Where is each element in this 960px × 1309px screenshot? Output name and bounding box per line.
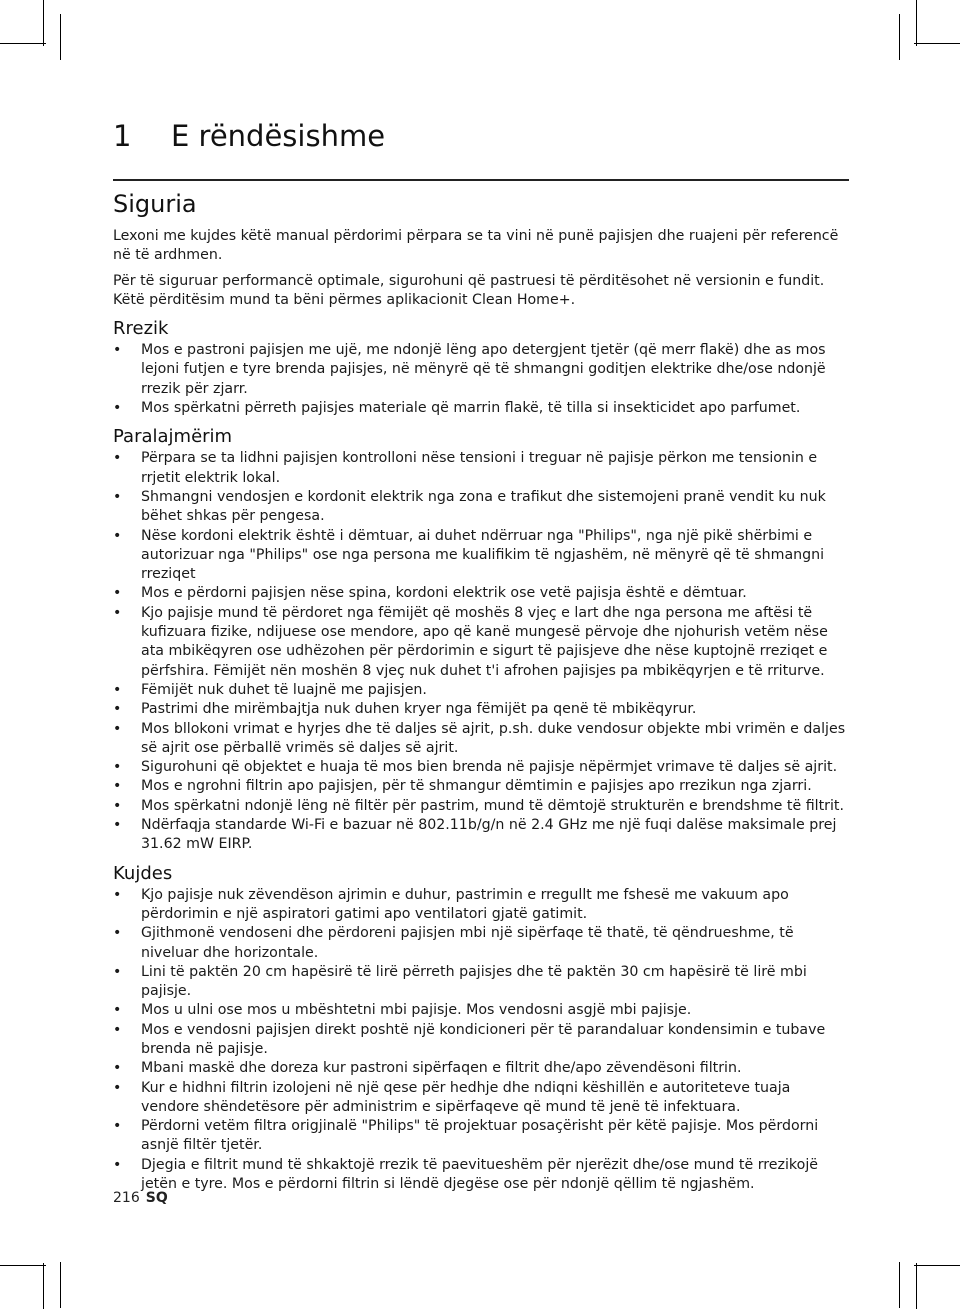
list-item: • Lini të paktën 20 cm hapësirë të lirë përreth pajisjes dhe të paktën 30 cm hapësirë të lirë mbi pajisje. — [113, 963, 849, 1002]
caution-heading: Kujdes — [113, 862, 173, 884]
intro-paragraph: Lexoni me kujdes këtë manual përdorimi përpara se ta vini në punë pajisjen dhe ruajeni për referencë në të ardhmen. — [113, 228, 839, 264]
crop-mark — [43, 0, 44, 46]
crop-mark — [899, 1262, 900, 1308]
list-item: • Përdorni vetëm filtra origjinalë "Philips" të projektuar posaçërisht për këtë pajisje. Mos përdorni asnjë filtër tjetër. — [113, 1117, 849, 1156]
list-item: • Mos u ulni ose mos u mbështetni mbi pajisje. Mos vendosni asgjë mbi pajisje. — [113, 1001, 849, 1020]
chapter-heading — [113, 118, 849, 154]
list-item: • Mos e përdorni pajisjen nëse spina, kordoni elektrik ose vetë pajisja është e dëmtuar. — [113, 584, 849, 603]
crop-mark — [60, 1262, 61, 1308]
crop-mark — [916, 0, 917, 46]
page-number: 216 — [113, 1190, 140, 1206]
list-item: • Shmangni vendosjen e kordonit elektrik nga zona e trafikut dhe sistemojeni pranë vendit ku nuk bëhet shkas për pengesa. — [113, 488, 849, 527]
crop-mark — [0, 43, 46, 44]
caution-list — [113, 886, 849, 1195]
list-item: • Mos spërkatni përreth pajisjes materiale që marrin flakë, të tilla si insekticidet apo parfumet. — [113, 399, 849, 418]
list-item: • Fëmijët nuk duhet të luajnë me pajisjen. — [113, 681, 849, 700]
heading-rule — [113, 179, 849, 181]
list-item: • Kjo pajisje mund të përdoret nga fëmijët që moshës 8 vjeç e lart dhe nga persona me aftësi të kufizuara fizike, ndijuese ose mendore, apo që kanë mungesë përvoje dhe njohurish vetëm nëse ata mbikëqyren ose udhëzohen për përdorimin e sigurt të pajisjeve dhe nëse kuptojnë rreziqet e përfshira. Fëmijët nën moshën 8 vjeç nuk duhet t'i afrohen pajisjes pa mbikëqyrjen e të rriturve. — [113, 604, 849, 681]
list-item: • Sigurohuni që objektet e huaja të mos bien brenda në pajisje nëpërmjet vrimave të daljes së ajrit. — [113, 758, 849, 777]
list-item: • Kur e hidhni filtrin izolojeni në një qese për hedhje dhe ndiqni këshillën e autoriteteve tuaja vendore shëndetësore për administrim e sipërfaqeve që mund të jenë të infektuara. — [113, 1079, 849, 1118]
warning-list — [113, 449, 849, 854]
crop-mark — [916, 1263, 917, 1309]
crop-mark — [914, 43, 960, 44]
crop-mark — [0, 1265, 46, 1266]
list-item: • Kjo pajisje nuk zëvendëson ajrimin e duhur, pastrimin e rregullt me fshesë me vakuum apo përdorimin e një aspiratori gatimi apo ventilatori gjatë gatimit. — [113, 886, 849, 925]
list-item: • Mos e vendosni pajisjen direkt poshtë një kondicioneri për të parandaluar kondensimin e tubave brenda në pajisje. — [113, 1021, 849, 1060]
page-content — [113, 118, 849, 1198]
list-item: • Gjithmonë vendoseni dhe përdoreni pajisjen mbi një sipërfaqe të thatë, të qëndrueshme, të niveluar dhe horizontale. — [113, 924, 849, 963]
danger-list — [113, 341, 849, 418]
chapter-number: 1 — [113, 119, 132, 153]
crop-mark — [43, 1263, 44, 1309]
list-item: • Mos spërkatni ndonjë lëng në filtër për pastrim, mund të dëmtojë strukturën e brendshme të filtrit. — [113, 797, 849, 816]
language-code: SQ — [145, 1190, 168, 1206]
crop-mark — [899, 14, 900, 60]
page-footer — [113, 1189, 168, 1207]
list-item: • Mos e ngrohni filtrin apo pajisjen, për të shmangur dëmtimin e pajisjes apo rrezikun nga zjarri. — [113, 777, 849, 796]
list-item: • Mos bllokoni vrimat e hyrjes dhe të daljes së ajrit, p.sh. duke vendosur objekte mbi vrimën e daljes së ajrit ose përballë vrimës së daljes së ajrit. — [113, 720, 849, 759]
list-item: • Nëse kordoni elektrik është i dëmtuar, ai duhet ndërruar nga "Philips", nga një pikë shërbimi e autorizuar nga "Philips" ose nga persona me kualifikim të ngjashëm, në mënyrë që të shmangni rreziqet — [113, 527, 849, 585]
intro-paragraph: Për të siguruar performancë optimale, sigurohuni që pastruesi të përditësohet në versionin e fundit. Këtë përditësim mund ta bëni përmes aplikacionit Clean Home+. — [113, 272, 825, 308]
warning-heading: Paralajmërim — [113, 426, 233, 448]
chapter-title: E rëndësishme — [171, 119, 386, 153]
list-item: • Përpara se ta lidhni pajisjen kontrolloni nëse tensioni i treguar në pajisje përkon me tensionin e rrjetit elektrik lokal. — [113, 449, 849, 488]
list-item: • Pastrimi dhe mirëmbajtja nuk duhen kryer nga fëmijët pa qenë të mbikëqyrur. — [113, 700, 849, 719]
list-item: • Djegia e filtrit mund të shkaktojë rrezik të paevitueshëm për njerëzit dhe/ose mund të rrezikojë jetën e tyre. Mos e përdorni filtrin si lëndë djegëse ose për ndonjë qëllim të ngjashëm. — [113, 1156, 849, 1195]
list-item: • Ndërfaqja standarde Wi-Fi e bazuar në 802.11b/g/n në 2.4 GHz me një fuqi dalëse maksimale prej 31.62 mW EIRP. — [113, 816, 849, 855]
danger-heading: Rrezik — [113, 318, 169, 340]
crop-mark — [60, 14, 61, 60]
list-item: • Mbani maskë dhe doreza kur pastroni sipërfaqen e filtrit dhe/apo zëvendësoni filtrin. — [113, 1059, 849, 1078]
section-title: Siguria — [113, 190, 197, 218]
crop-mark — [914, 1265, 960, 1266]
list-item: • Mos e pastroni pajisjen me ujë, me ndonjë lëng apo detergjent tjetër (që merr flakë) dhe as mos lejoni futjen e tyre brenda pajisjes, në mënyrë që të shmangni goditjen elektrike dhe/ose ndonjë rrezik për zjarr. — [113, 341, 849, 399]
